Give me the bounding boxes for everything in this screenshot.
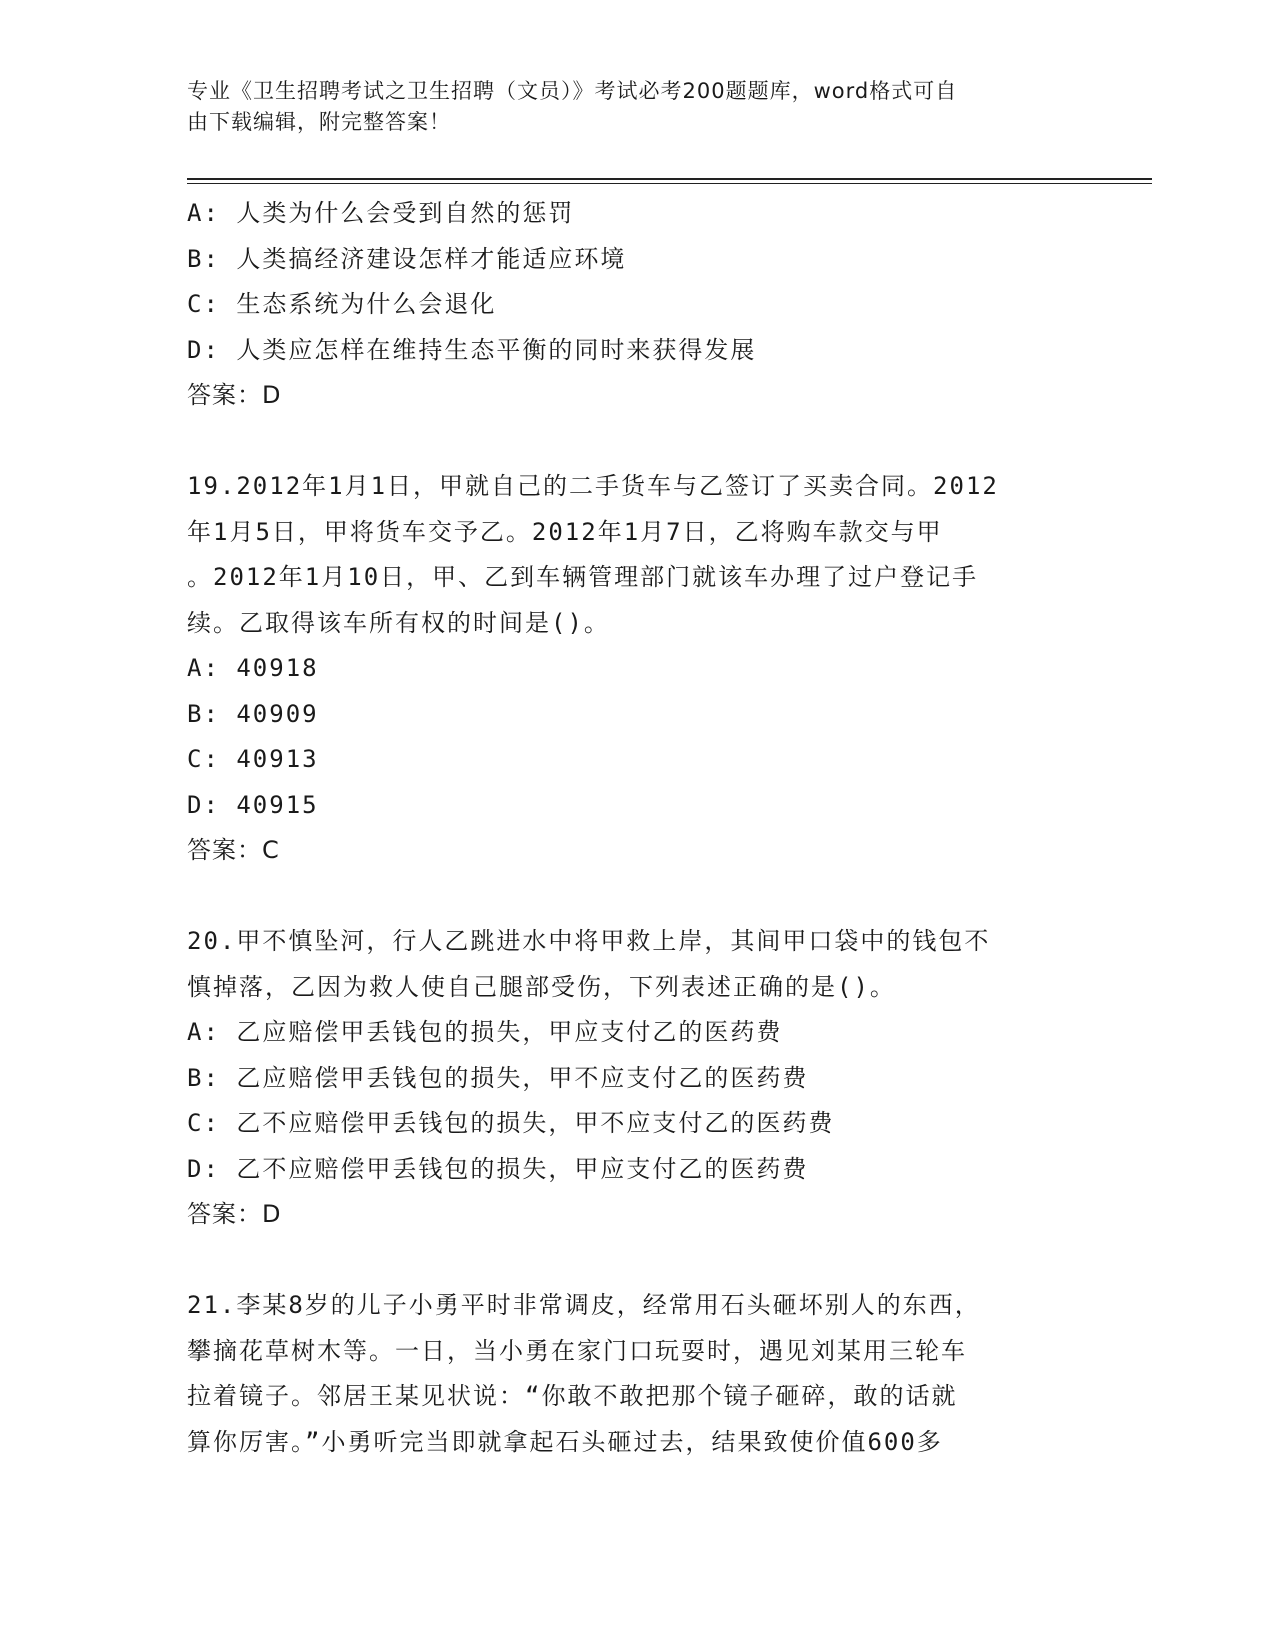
- question-21: [187, 1283, 1087, 1465]
- option-b: B: 人类搞经济建设怎样才能适应环境: [187, 244, 627, 273]
- header-line-1: 专业《卫生招聘考试之卫生招聘（文员）》考试必考200题题库，word格式可自: [187, 79, 958, 103]
- header-line-2: 由下载编辑，附完整答案！: [187, 110, 451, 134]
- question-text-line: 算你厉害。”小勇听完当即就拿起石头砸过去，结果致使价值600多: [187, 1427, 943, 1456]
- option-a: A: 乙应赔偿甲丢钱包的损失，甲应支付乙的医药费: [187, 1018, 783, 1046]
- question-text-line: 。2012年1月10日，甲、乙到车辆管理部门就该车办理了过户登记手: [187, 563, 979, 591]
- option-b: B: 40909: [187, 699, 319, 728]
- question-content: [187, 191, 1087, 1465]
- option-c: C: 40913: [187, 745, 319, 773]
- question-19: [187, 464, 1087, 874]
- question-text-line: 攀摘花草树木等。一日，当小勇在家门口玩耍时，遇见刘某用三轮车: [187, 1336, 967, 1365]
- header-divider-thin: [187, 183, 1152, 184]
- question-18: [187, 191, 1087, 419]
- question-text-line: 拉着镜子。邻居王某见状说：“你敢不敢把那个镜子砸碎，敢的话就: [187, 1382, 958, 1410]
- question-text-line: 21.李某8岁的儿子小勇平时非常调皮，经常用石头砸坏别人的东西，: [187, 1291, 981, 1319]
- option-d: D: 乙不应赔偿甲丢钱包的损失，甲应支付乙的医药费: [187, 1154, 809, 1183]
- answer: 答案：C: [187, 836, 280, 864]
- option-d: D: 人类应怎样在维持生态平衡的同时来获得发展: [187, 335, 757, 364]
- option-c: C: 乙不应赔偿甲丢钱包的损失，甲不应支付乙的医药费: [187, 1109, 835, 1137]
- question-text-line: 续。乙取得该车所有权的时间是()。: [187, 608, 610, 637]
- question-text-line: 19.2012年1月1日，甲就自己的二手货车与乙签订了买卖合同。2012: [187, 472, 999, 500]
- question-text-line: 慎掉落，乙因为救人使自己腿部受伤，下列表述正确的是()。: [187, 972, 896, 1001]
- question-text-line: 20.甲不慎坠河，行人乙跳进水中将甲救上岸，其间甲口袋中的钱包不: [187, 927, 991, 955]
- header-divider: [187, 178, 1152, 180]
- question-20: [187, 919, 1087, 1238]
- answer: 答案：D: [187, 1200, 282, 1228]
- question-text-line: 年1月5日，甲将货车交予乙。2012年1月7日，乙将购车款交与甲: [187, 517, 943, 546]
- option-c: C: 生态系统为什么会退化: [187, 290, 497, 318]
- option-d: D: 40915: [187, 790, 319, 819]
- document-header: [187, 76, 1087, 138]
- answer: 答案：D: [187, 381, 282, 409]
- option-a: A: 人类为什么会受到自然的惩罚: [187, 199, 575, 227]
- option-b: B: 乙应赔偿甲丢钱包的损失，甲不应支付乙的医药费: [187, 1063, 809, 1092]
- option-a: A: 40918: [187, 654, 319, 682]
